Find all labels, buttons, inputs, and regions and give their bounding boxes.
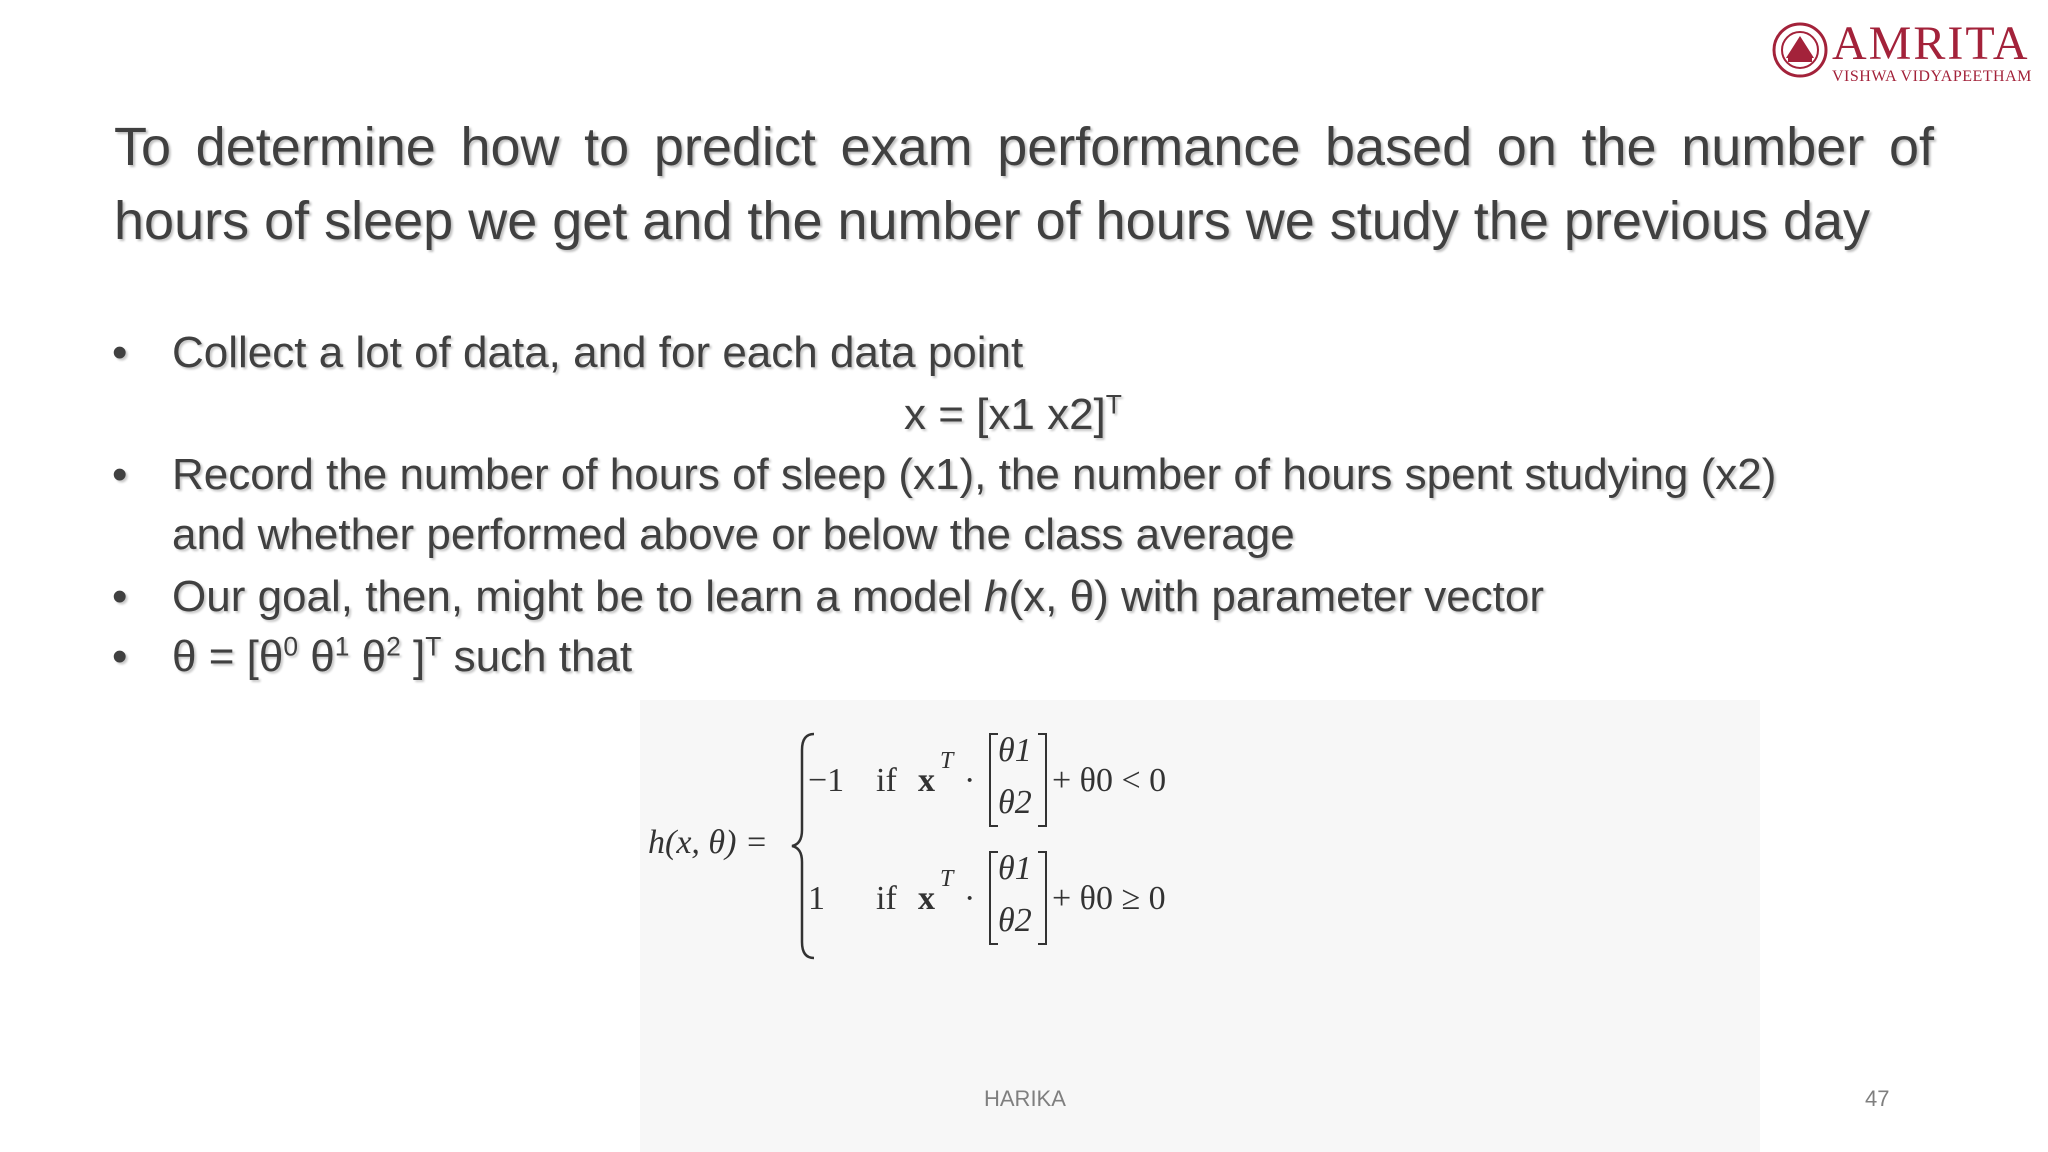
hypothesis-equation (648, 726, 1208, 966)
case2-dot: · (964, 880, 976, 917)
data-point-formula: x = [x1 x2]$^T$ (904, 389, 1122, 439)
case2-x: x (918, 880, 935, 917)
case2-if: if (876, 880, 897, 917)
case1-dot: · (964, 762, 976, 799)
case1-if: if (876, 762, 897, 799)
bullet-marker: • (112, 328, 128, 377)
bullet-marker: • (112, 632, 128, 681)
case1-rhs: + θ0 < 0 (1052, 762, 1167, 799)
case1-transpose: T (940, 748, 954, 774)
case1-theta2: θ2 (998, 784, 1032, 821)
footer-author: HARIKA (984, 1086, 1066, 1111)
page-number: 47 (1865, 1086, 1890, 1111)
bullet-marker: • (112, 572, 128, 621)
logo-subtitle: VISHWA VIDYAPEETHAM (1832, 68, 2032, 85)
case2-rhs: + θ0 ≥ 0 (1052, 880, 1166, 917)
case2-theta1: θ1 (998, 850, 1032, 887)
equation-lhs: h(x, θ) = (648, 824, 768, 861)
amrita-emblem-icon (1772, 22, 1828, 78)
slide-title: To determine how to predict exam performance based on the number of hours of sleep we get and the number of hours we study the previous day (114, 117, 1934, 251)
bullet-marker: • (112, 450, 128, 499)
amrita-logo (1772, 17, 2042, 85)
bullet-text: and whether performed above or below the class average (172, 510, 1295, 559)
case1-x: x (918, 762, 935, 799)
theta-vector-text: $\theta = [\theta^0$ $\theta^1$ $\theta^2$ ]$^T$ such that (172, 631, 633, 681)
bullet-text: Collect a lot of data, and for each data point (172, 328, 1024, 377)
case1-value: −1 (808, 762, 845, 799)
bullet-text: Record the number of hours of sleep (x1), the number of hours spent studying (x2) (172, 450, 1777, 499)
bullet-text: Our goal, then, might be to learn a model h(x, θ) with parameter vector (172, 572, 1545, 621)
case1-theta1: θ1 (998, 732, 1032, 769)
case2-transpose: T (940, 866, 954, 892)
logo-name: AMRITA (1832, 17, 2030, 70)
case2-theta2: θ2 (998, 902, 1032, 939)
case2-value: 1 (808, 880, 825, 917)
